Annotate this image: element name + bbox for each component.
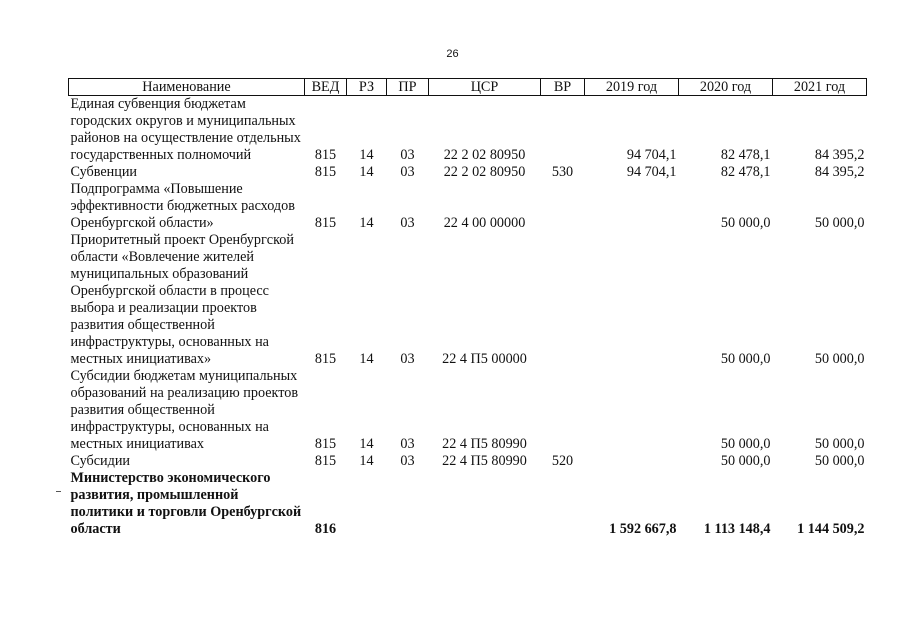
row-2020: 50 000,0 — [720, 436, 771, 452]
header-vr: ВР — [541, 79, 585, 96]
row-2020: 82 478,1 — [720, 147, 771, 163]
row-ved: 816 — [314, 521, 337, 537]
header-ved: ВЕД — [305, 79, 347, 96]
row-csr: 22 2 02 80950 — [443, 147, 526, 163]
row-ved: 815 — [314, 164, 337, 180]
row-vr: 520 — [551, 453, 574, 469]
row-2019 — [585, 368, 679, 453]
row-2019: 94 704,1 — [626, 164, 677, 180]
table-row — [69, 232, 867, 368]
row-2019: 94 704,1 — [626, 147, 677, 163]
row-ved: 815 — [314, 436, 337, 452]
row-pr: 03 — [400, 453, 415, 469]
table-row — [69, 368, 867, 453]
table-row — [69, 181, 867, 232]
row-csr: 22 4 П5 80990 — [442, 436, 527, 452]
row-2021: 50 000,0 — [814, 215, 865, 231]
budget-table — [68, 78, 867, 538]
row-2021: 50 000,0 — [814, 436, 865, 452]
header-2019: 2019 год — [585, 79, 679, 96]
row-2019 — [585, 181, 679, 232]
header-pr: ПР — [387, 79, 429, 96]
row-2020: 82 478,1 — [720, 164, 771, 180]
row-pr — [387, 470, 429, 538]
row-ved: 815 — [314, 147, 337, 163]
page-number: 26 — [446, 48, 459, 60]
row-ved: 815 — [314, 351, 337, 367]
row-csr: 22 4 П5 80990 — [442, 453, 527, 469]
header-2020: 2020 год — [679, 79, 773, 96]
row-2019 — [585, 232, 679, 368]
row-2020: 50 000,0 — [720, 351, 771, 367]
row-pr: 03 — [400, 351, 415, 367]
row-2021: 84 395,2 — [814, 147, 865, 163]
table-row-ministry-total — [69, 470, 867, 538]
row-name: Единая субвенция бюджетам городских округов и муниципальных районов на осуществление отдельных государственных полномочий — [70, 96, 301, 163]
row-rz: 14 — [359, 215, 374, 231]
row-pr: 03 — [400, 215, 415, 231]
row-name: Субвенции — [70, 164, 138, 180]
header-rz: РЗ — [347, 79, 387, 96]
margin-mark — [56, 491, 61, 492]
row-2020: 50 000,0 — [720, 215, 771, 231]
row-2019: 1 592 667,8 — [609, 521, 677, 537]
row-rz: 14 — [359, 453, 374, 469]
row-csr — [429, 470, 541, 538]
table-row — [69, 96, 867, 165]
row-name: Министерство экономического развития, промышленной политики и торговли Оренбургской области — [70, 470, 302, 537]
header-name: Наименование — [69, 79, 305, 96]
row-2020: 1 113 148,4 — [703, 521, 771, 537]
row-csr: 22 4 П5 00000 — [442, 351, 527, 367]
row-rz: 14 — [359, 147, 374, 163]
header-csr: ЦСР — [429, 79, 541, 96]
row-rz: 14 — [359, 164, 374, 180]
row-pr: 03 — [400, 436, 415, 452]
row-rz: 14 — [359, 351, 374, 367]
row-vr — [541, 470, 585, 538]
row-2020: 50 000,0 — [720, 453, 771, 469]
row-name: Субсидии — [70, 453, 131, 469]
row-rz — [347, 470, 387, 538]
row-pr: 03 — [400, 164, 415, 180]
row-2019 — [585, 453, 679, 470]
row-2021: 1 144 509,2 — [797, 521, 865, 537]
row-ved: 815 — [314, 453, 337, 469]
row-vr: 530 — [551, 164, 574, 180]
row-name: Подпрограмма «Повышение эффективности бюджетных расходов Оренбургской области» — [70, 181, 295, 231]
row-vr — [541, 232, 585, 368]
row-csr: 22 2 02 80950 — [443, 164, 526, 180]
row-2021: 50 000,0 — [814, 351, 865, 367]
row-2021: 50 000,0 — [814, 453, 865, 469]
row-ved: 815 — [314, 215, 337, 231]
header-2021: 2021 год — [773, 79, 867, 96]
row-csr: 22 4 00 00000 — [443, 215, 526, 231]
table-row — [69, 453, 867, 470]
row-vr — [541, 368, 585, 453]
row-name: Субсидии бюджетам муниципальных образований на реализацию проектов развития общественной инфраструктуры, основанных на местных инициативах — [70, 368, 299, 452]
row-name: Приоритетный проект Оренбургской области «Вовлечение жителей муниципальных образований Оренбургской области в процесс выбора и реализации проектов развития общественной инфраструктуры, основанных на местных инициативах» — [70, 232, 294, 367]
row-rz: 14 — [359, 436, 374, 452]
table-header — [69, 79, 867, 96]
row-vr — [541, 181, 585, 232]
row-2021: 84 395,2 — [814, 164, 865, 180]
row-vr — [541, 96, 585, 165]
table-row — [69, 164, 867, 181]
row-pr: 03 — [400, 147, 415, 163]
